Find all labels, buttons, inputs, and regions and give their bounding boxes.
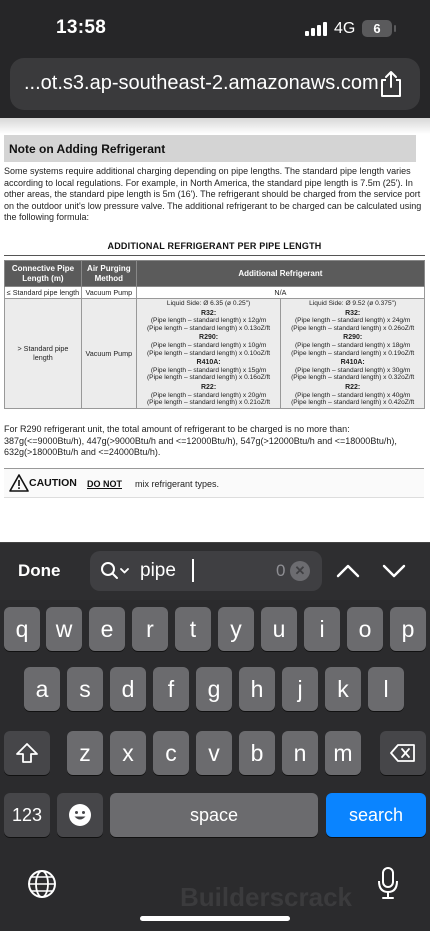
row2-right-formulas bbox=[281, 299, 425, 409]
formula-block: R32: (Pipe length – standard length) x 24g/m (Pipe length – standard length) x 0.26oZ/ft bbox=[291, 309, 415, 332]
row1-length: ≤ Standard pipe length bbox=[5, 287, 82, 299]
key-n[interactable]: n bbox=[282, 731, 318, 775]
key-u[interactable]: u bbox=[261, 607, 297, 651]
header-additional-refrigerant: Additional Refrigerant bbox=[136, 261, 424, 287]
key-v[interactable]: v bbox=[196, 731, 232, 775]
refrigerant-table bbox=[4, 260, 425, 409]
caution-text: mix refrigerant types. bbox=[135, 479, 220, 489]
caution-box bbox=[4, 468, 424, 498]
search-icon[interactable] bbox=[100, 561, 130, 581]
key-d[interactable]: d bbox=[110, 667, 146, 711]
table-row bbox=[5, 287, 425, 299]
emoji-key[interactable] bbox=[57, 793, 103, 837]
formula-block: R410A: (Pipe length – standard length) x 30g/m (Pipe length – standard length) x 0.32oZ/ft bbox=[291, 359, 415, 382]
formula-block: R32: (Pipe length – standard length) x 12g/m (Pipe length – standard length) x 0.13oZ/ft bbox=[146, 309, 271, 332]
key-a[interactable]: a bbox=[24, 667, 60, 711]
key-y[interactable]: y bbox=[218, 607, 254, 651]
backspace-icon bbox=[389, 743, 417, 763]
header-purging-method: Air Purging Method bbox=[81, 261, 136, 287]
key-j[interactable]: j bbox=[282, 667, 318, 711]
liquid-side-label: Liquid Side: Ø 9.52 (ø 0.375") bbox=[309, 300, 397, 307]
find-input[interactable] bbox=[90, 551, 322, 591]
status-bar bbox=[0, 0, 430, 58]
row2-left-formulas bbox=[136, 299, 281, 409]
shift-key[interactable] bbox=[4, 731, 50, 775]
pdf-document[interactable] bbox=[0, 118, 430, 542]
key-e[interactable]: e bbox=[89, 607, 125, 651]
row1-method: Vacuum Pump bbox=[81, 287, 136, 299]
key-c[interactable]: c bbox=[153, 731, 189, 775]
clear-icon[interactable]: ✕ bbox=[290, 561, 310, 581]
warning-icon bbox=[9, 474, 29, 492]
row1-refrigerant: N/A bbox=[136, 287, 424, 299]
formula-block: R22: (Pipe length – standard length) x 40g/m (Pipe length – standard length) x 0.42oZ/ft bbox=[291, 383, 415, 407]
key-b[interactable]: b bbox=[239, 731, 275, 775]
table-header-row bbox=[5, 261, 425, 287]
text-caret bbox=[192, 559, 194, 582]
key-z[interactable]: z bbox=[67, 731, 103, 775]
formula-block: R410A: (Pipe length – standard length) x 15g/m (Pipe length – standard length) x 0.16oZ/ft bbox=[146, 359, 271, 382]
table-title: ADDITIONAL REFRIGERANT PER PIPE LENGTH bbox=[4, 236, 425, 256]
key-t[interactable]: t bbox=[175, 607, 211, 651]
next-match-chevron-down-icon[interactable] bbox=[380, 557, 408, 585]
key-i[interactable]: i bbox=[304, 607, 340, 651]
status-time: 13:58 bbox=[56, 17, 107, 38]
formula-block: R22: (Pipe length – standard length) x 20g/m (Pipe length – standard length) x 0.21oZ/ft bbox=[146, 383, 271, 407]
shift-icon bbox=[15, 742, 39, 764]
r290-note: For R290 refrigerant unit, the total amount of refrigerant to be charged is no more than: 387g(<=9000Btu/h), 447g(>9000Btu/h and <=12000Btu/h), 547g(>12000Btu/h and <=18000Btu/h), 632g(>18000Btu/h and <=24000Btu/h). bbox=[4, 424, 397, 457]
key-p[interactable]: p bbox=[390, 607, 426, 651]
battery-icon: 6 bbox=[362, 20, 392, 37]
intro-paragraph: Some systems require additional charging depending on pipe lengths. The standard pipe length varies according to local regulations. For example, in North America, the standard pipe length is 7.5m (25'). In other areas, the standard pipe length is 5m (16'). The refrigerant should be charged from the service port on the outdoor unit's low pressure valve. The additional refrigerant to be charged can be calculated using the following formula: bbox=[4, 166, 422, 222]
home-indicator[interactable] bbox=[140, 916, 290, 921]
network-type: 4G bbox=[334, 20, 356, 37]
liquid-side-label: Liquid Side: Ø 6.35 (ø 0.25") bbox=[166, 300, 251, 307]
previous-match-chevron-up-icon[interactable] bbox=[334, 557, 362, 585]
section-title: Note on Adding Refrigerant bbox=[9, 142, 166, 156]
key-s[interactable]: s bbox=[67, 667, 103, 711]
formula-block: R290: (Pipe length – standard length) x 10g/m (Pipe length – standard length) x 0.10oZ/ft bbox=[146, 334, 271, 357]
key-m[interactable]: m bbox=[325, 731, 361, 775]
search-key[interactable]: search bbox=[326, 793, 426, 837]
row2-length: > Standard pipe length bbox=[5, 299, 82, 409]
key-k[interactable]: k bbox=[325, 667, 361, 711]
match-count: 0 bbox=[276, 561, 286, 580]
emoji-icon bbox=[68, 803, 92, 827]
key-h[interactable]: h bbox=[239, 667, 275, 711]
globe-icon[interactable] bbox=[26, 868, 58, 900]
key-l[interactable]: l bbox=[368, 667, 404, 711]
key-w[interactable]: w bbox=[46, 607, 82, 651]
signal-icon bbox=[305, 22, 327, 36]
find-on-page-bar bbox=[0, 542, 430, 600]
caution-label: CAUTION bbox=[29, 477, 77, 489]
done-button[interactable]: Done bbox=[18, 561, 61, 580]
backspace-key[interactable] bbox=[380, 731, 426, 775]
row2-method: Vacuum Pump bbox=[81, 299, 136, 409]
caution-do-not: DO NOT bbox=[87, 479, 122, 489]
microphone-icon[interactable] bbox=[376, 866, 400, 900]
numbers-key[interactable]: 123 bbox=[4, 793, 50, 837]
header-pipe-length: Connective Pipe Length (m) bbox=[5, 261, 82, 287]
key-g[interactable]: g bbox=[196, 667, 232, 711]
key-r[interactable]: r bbox=[132, 607, 168, 651]
key-o[interactable]: o bbox=[347, 607, 383, 651]
key-x[interactable]: x bbox=[110, 731, 146, 775]
find-query: pipe bbox=[140, 560, 176, 581]
space-key[interactable]: space bbox=[110, 793, 318, 837]
key-f[interactable]: f bbox=[153, 667, 189, 711]
key-q[interactable]: q bbox=[4, 607, 40, 651]
table-row bbox=[5, 299, 425, 409]
url-bar[interactable] bbox=[10, 58, 420, 110]
share-icon[interactable] bbox=[378, 70, 404, 98]
watermark: Builderscrack bbox=[180, 882, 352, 912]
formula-block: R290: (Pipe length – standard length) x 18g/m (Pipe length – standard length) x 0.19oZ/ft bbox=[291, 334, 415, 357]
section-header bbox=[4, 135, 416, 162]
browser-chrome bbox=[0, 0, 430, 118]
url-text[interactable]: ...ot.s3.ap-southeast-2.amazonaws.com bbox=[24, 72, 379, 94]
keyboard bbox=[0, 600, 430, 931]
